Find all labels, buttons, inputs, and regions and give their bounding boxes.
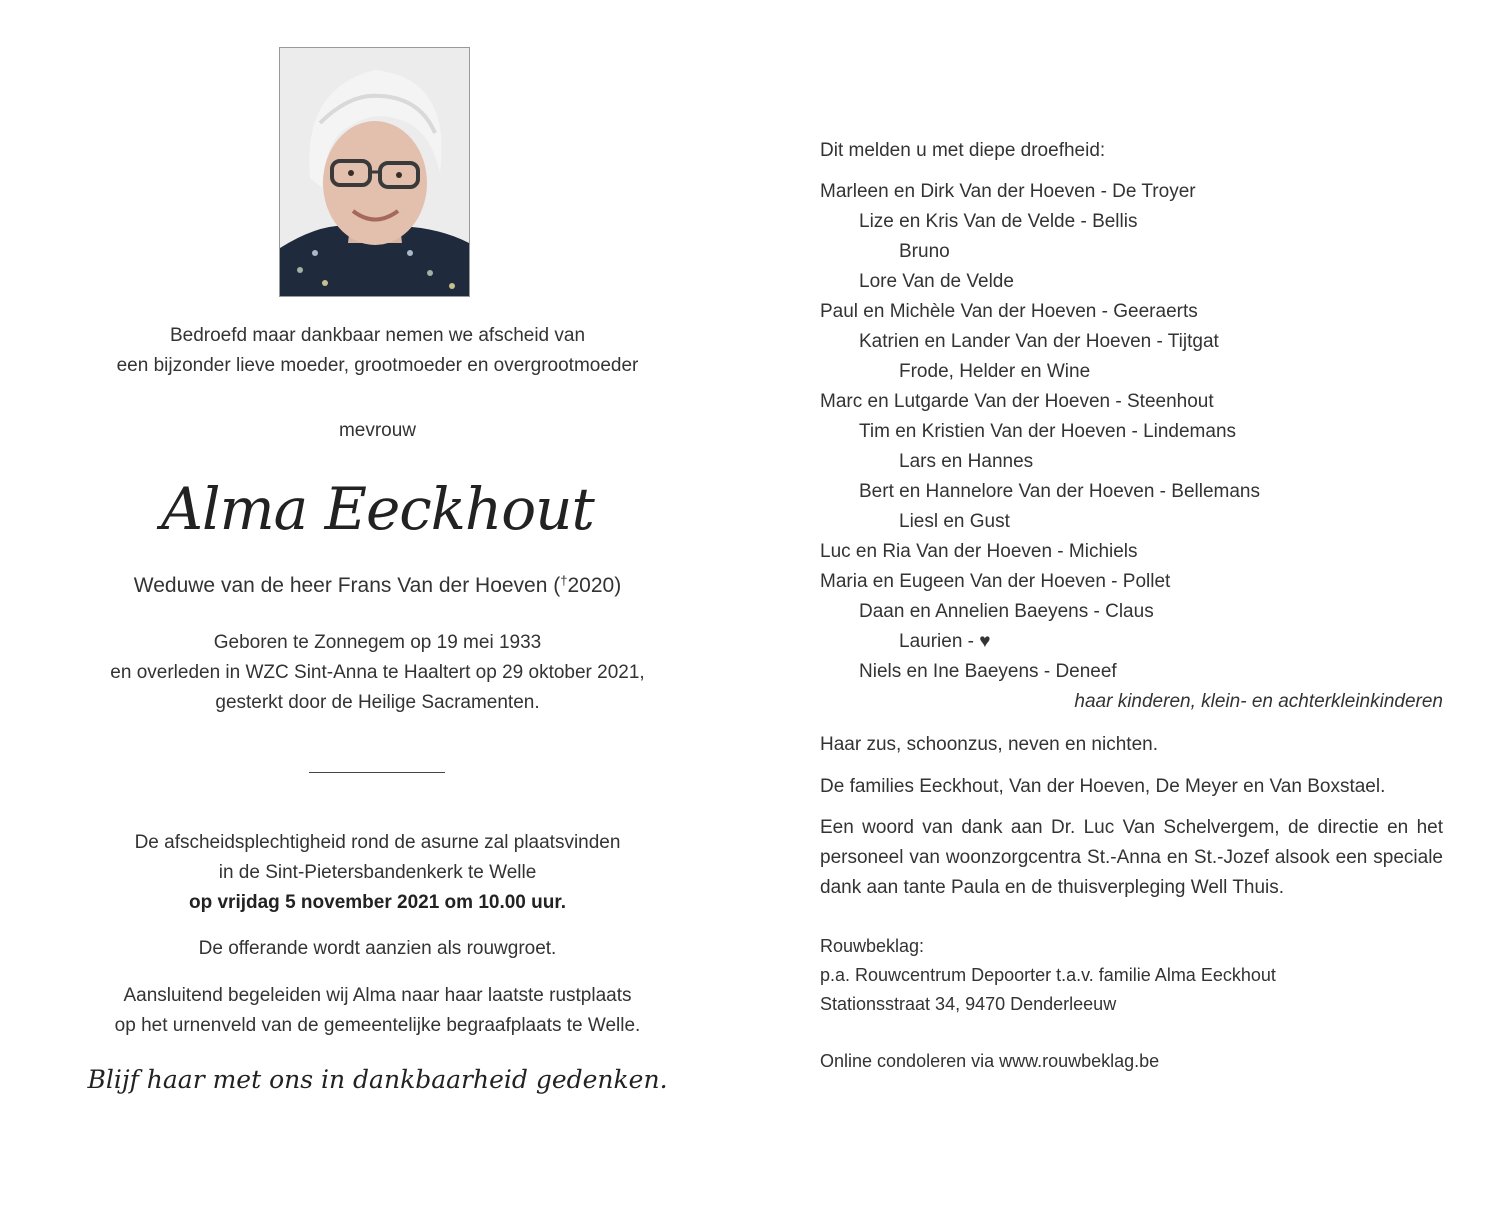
- widow-line: Weduwe van de heer Frans Van der Hoeven (†2020): [133, 573, 622, 597]
- offering-note: De offerande wordt aanzien als rouwgroet.: [198, 938, 557, 959]
- family-member: Tim en Kristien Van der Hoeven - Lindemans: [859, 421, 1237, 442]
- ceremony-date: op vrijdag 5 november 2021 om 10.00 uur.: [189, 892, 566, 913]
- family-member: Lars en Hannes: [899, 451, 1034, 472]
- family-member: Liesl en Gust: [899, 511, 1010, 532]
- family-member: Marleen en Dirk Van der Hoeven - De Troyer: [820, 181, 1196, 202]
- intro-text: Bedroefd maar dankbaar nemen we afscheid van een bijzonder lieve moeder, grootmoeder en overgrootmoeder: [116, 325, 639, 376]
- birth-death-info: Geboren te Zonnegem op 19 mei 1933 en overleden in WZC Sint-Anna te Haaltert op 29 oktober 2021, gesterkt door de Heilige Sacramenten.: [110, 632, 645, 713]
- family-signature: haar kinderen, klein- en achterkleinkinderen: [1074, 691, 1443, 712]
- family-member: Laurien - ♥: [899, 631, 991, 652]
- online-condolence: Online condoleren via www.rouwbeklag.be: [820, 1051, 1160, 1071]
- cross-symbol: †: [560, 573, 568, 588]
- family-member: Lore Van de Velde: [859, 271, 1014, 292]
- family-member: Bruno: [899, 241, 950, 262]
- condolence-address: Rouwbeklag: p.a. Rouwcentrum Depoorter t.a.v. familie Alma Eeckhout Stationsstraat 34, 9470 Denderleeuw: [820, 936, 1276, 1014]
- portrait-photo: [279, 47, 470, 297]
- family-member: Maria en Eugeen Van der Hoeven - Pollet: [820, 571, 1171, 592]
- family-member: Luc en Ria Van der Hoeven - Michiels: [820, 541, 1138, 562]
- family-member: Paul en Michèle Van der Hoeven - Geeraerts: [820, 301, 1198, 322]
- family-member: Marc en Lutgarde Van der Hoeven - Steenhout: [820, 391, 1214, 412]
- closing-line: Blijf haar met ons in dankbaarheid gedenken.: [87, 1065, 668, 1094]
- ceremony-info: De afscheidsplechtigheid rond de asurne zal plaatsvinden in de Sint-Pietersbandenkerk te Welle op vrijdag 5 november 2021 om 10.00 uur.: [55, 828, 700, 918]
- family-member: Niels en Ine Baeyens - Deneef: [859, 661, 1117, 682]
- divider: [309, 772, 445, 773]
- family-member: Bert en Hannelore Van der Hoeven - Bellemans: [859, 481, 1260, 502]
- family-list: [820, 177, 1443, 717]
- family-member: Lize en Kris Van de Velde - Bellis: [859, 211, 1138, 232]
- family-member: Katrien en Lander Van der Hoeven - Tijtgat: [859, 331, 1219, 352]
- announcement-lead: Dit melden u met diepe droefheid:: [820, 140, 1106, 161]
- thanks-paragraph: Een woord van dank aan Dr. Luc Van Schelvergem, de directie en het personeel van woonzorgcentra St.-Anna en St.-Jozef alsook een speciale dank aan tante Paula en de thuisverpleging Well Thuis.: [820, 817, 1443, 898]
- resting-place-info: Aansluitend begeleiden wij Alma naar haar laatste rustplaats op het urnenveld van de gemeentelijke begraafplaats te Welle.: [114, 985, 641, 1036]
- title-word: mevrouw: [338, 420, 417, 441]
- relatives-line: Haar zus, schoonzus, neven en nichten.: [820, 734, 1158, 755]
- families-line: De families Eeckhout, Van der Hoeven, De Meyer en Van Boxstael.: [820, 776, 1386, 797]
- family-member: Frode, Helder en Wine: [899, 361, 1091, 382]
- family-member: Daan en Annelien Baeyens - Claus: [859, 601, 1154, 622]
- deceased-name: Alma Eeckhout: [161, 475, 594, 543]
